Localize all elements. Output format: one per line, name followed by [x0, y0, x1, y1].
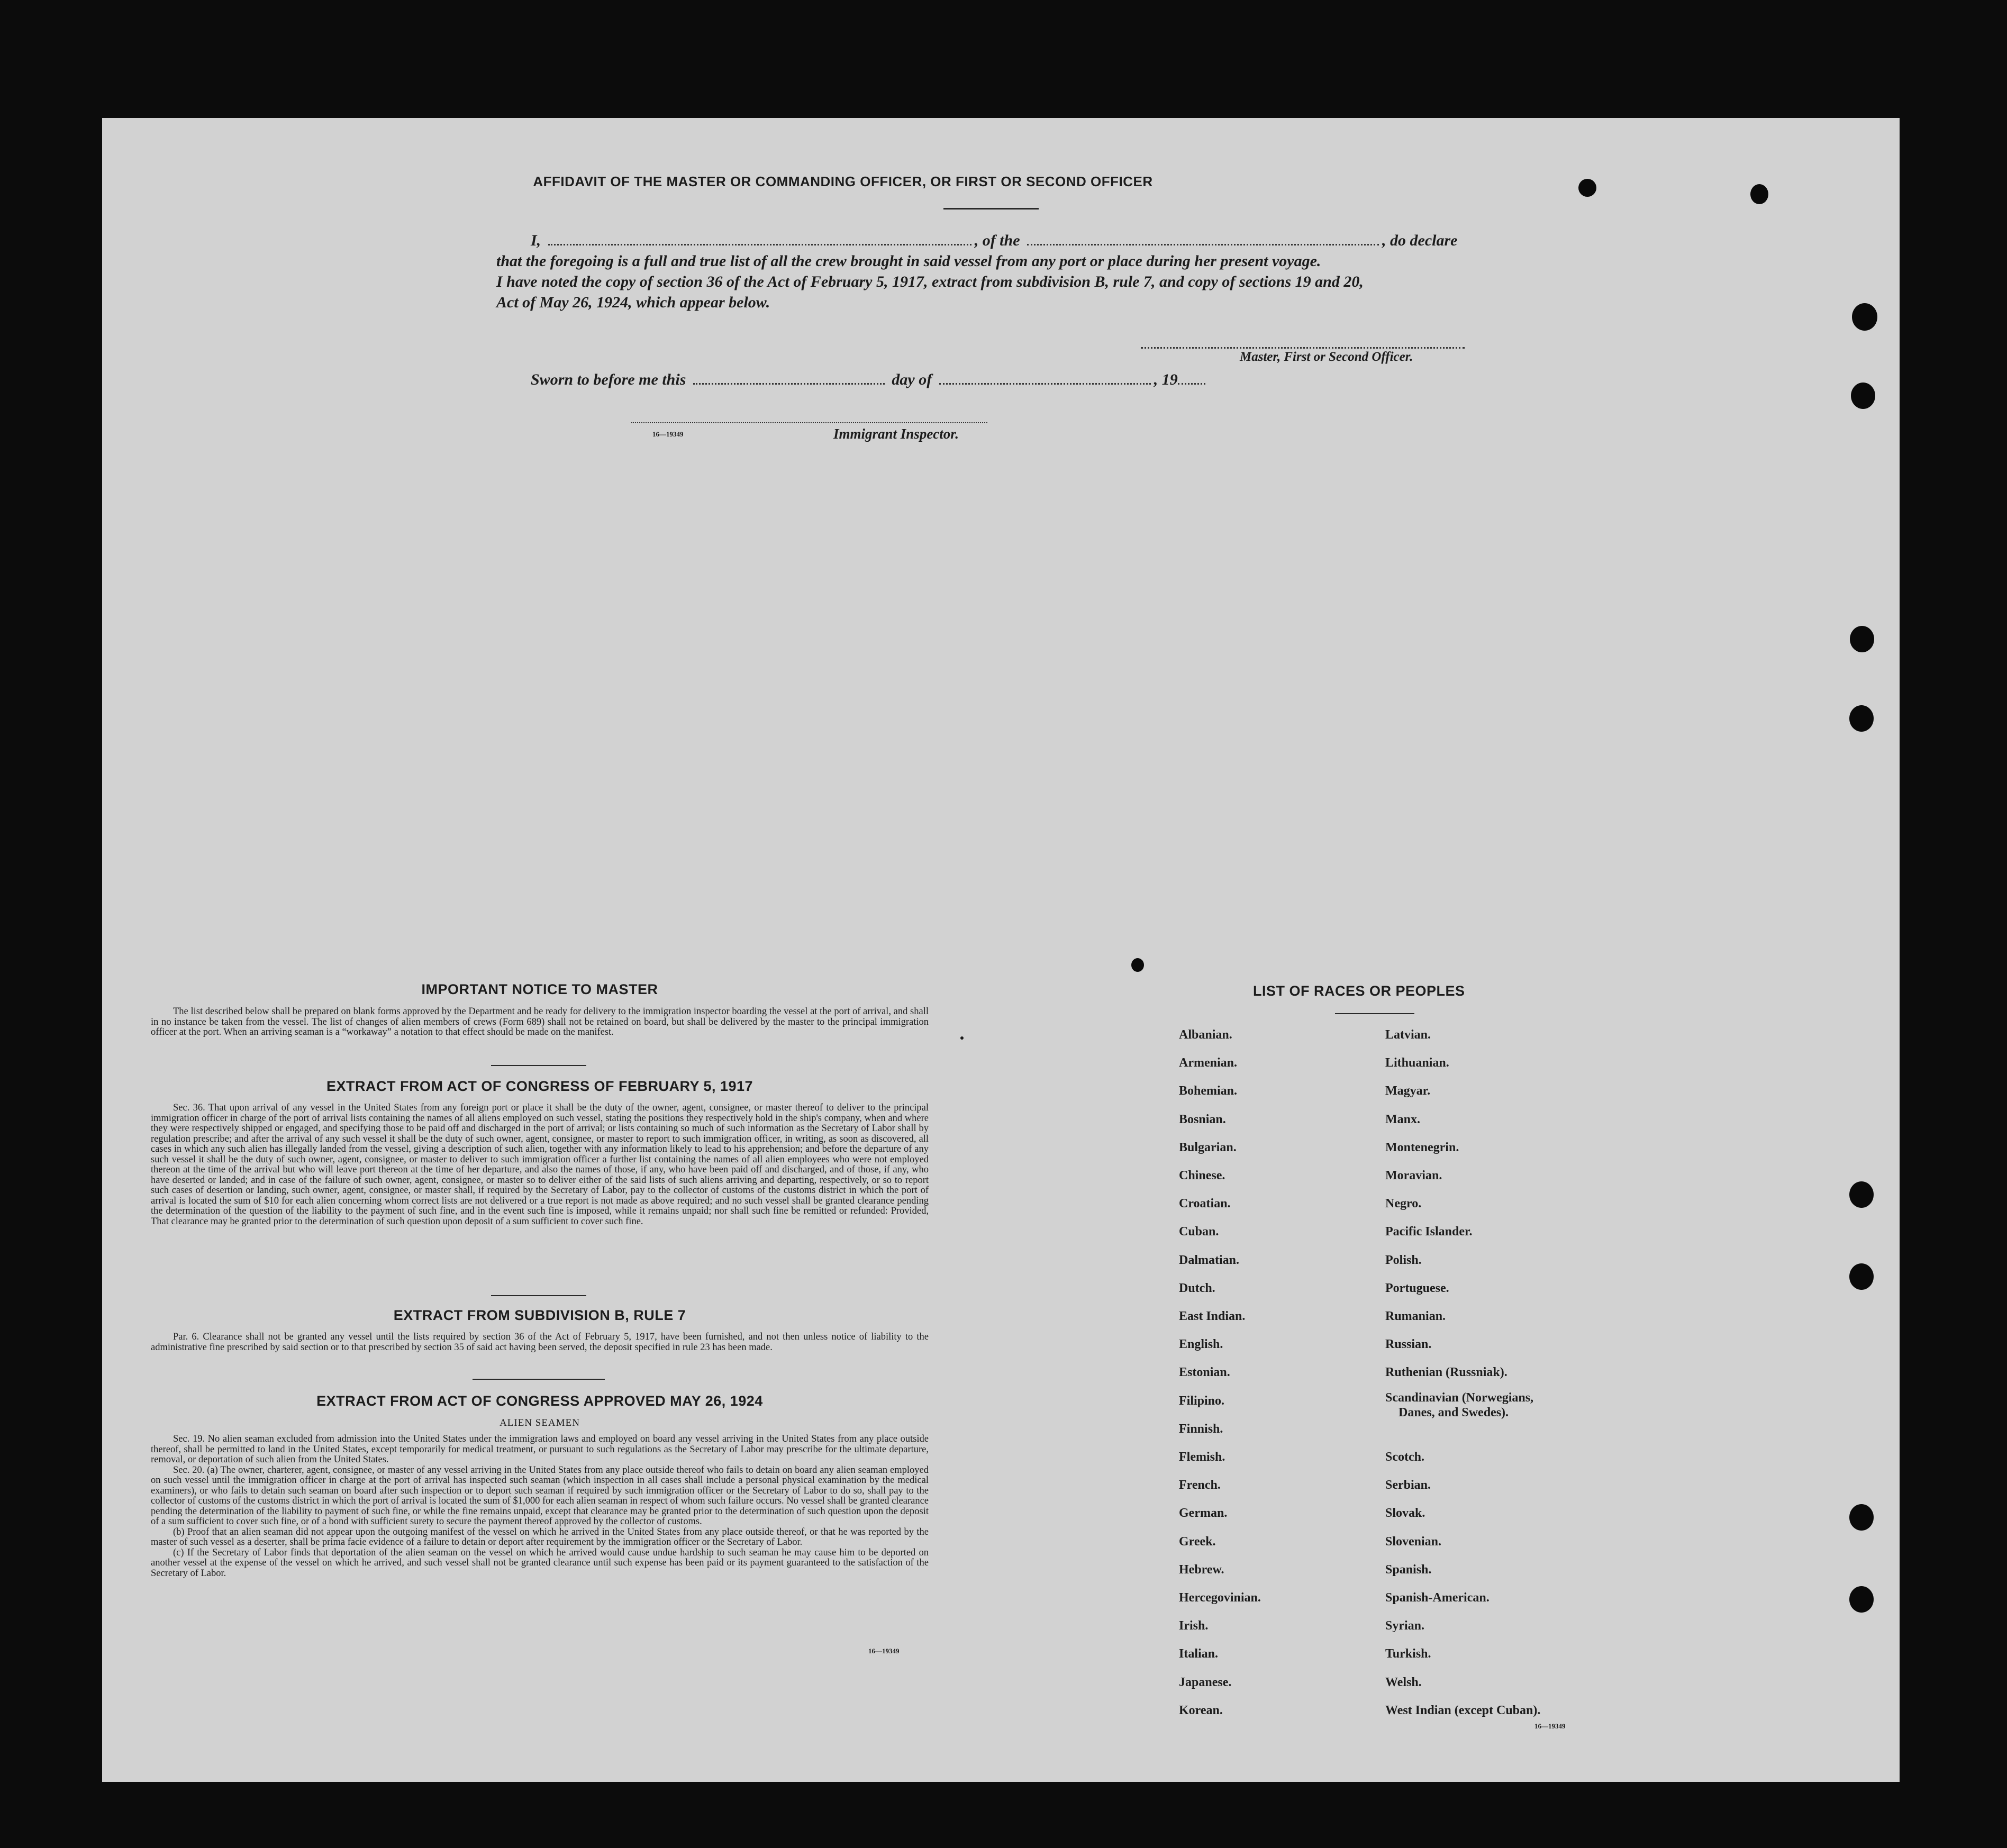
- race-item: Cuban.: [1179, 1225, 1219, 1239]
- binder-hole: [1852, 303, 1877, 331]
- binder-hole: [1849, 1586, 1874, 1613]
- extract-1924-title: EXTRACT FROM ACT OF CONGRESS APPROVED MAY 26, 1924: [316, 1393, 763, 1409]
- vessel-field[interactable]: [1027, 234, 1379, 245]
- race-item: Spanish-American.: [1385, 1591, 1490, 1605]
- race-item: Hercegovinian.: [1179, 1591, 1261, 1605]
- race-item: Portuguese.: [1385, 1281, 1449, 1295]
- race-item: Syrian.: [1385, 1619, 1425, 1633]
- race-item: Japanese.: [1179, 1675, 1232, 1689]
- sworn-year-field[interactable]: [1178, 374, 1205, 385]
- race-item: Magyar.: [1385, 1084, 1431, 1098]
- paper-speck: [960, 1036, 964, 1040]
- race-item: Lithuanian.: [1385, 1056, 1449, 1070]
- race-item: Polish.: [1385, 1253, 1422, 1267]
- race-item: Finnish.: [1179, 1422, 1223, 1436]
- section-rule: [491, 1295, 586, 1296]
- statement-line: Act of May 26, 1924, which appear below.: [496, 294, 770, 311]
- race-item: Spanish.: [1385, 1562, 1432, 1577]
- inspector-label: Immigrant Inspector.: [833, 426, 959, 442]
- race-item: French.: [1179, 1478, 1221, 1492]
- year-prefix: , 19: [1154, 371, 1178, 388]
- race-item: Bulgarian.: [1179, 1140, 1237, 1154]
- sec-20a-text: Sec. 20. (a) The owner, charterer, agent, consignee, or master of any vessel arriving in the United States from any place outside thereof who fails to detain on board any alien seaman employed on such vessel until the immigration officer in charge at the port of arrival has inspected such seaman (which inspection in all cases shall include a personal physical examination by the medical examiners), or who fails to detain such seaman on board after such inspection or to deport such seaman if required by such immigration officer or the Secretary of Labor to do so, shall pay to the collector of customs of the customs district in which the port of arrival is located the sum of $1,000 for each alien seaman in respect of whom such failure occurs. No vessel shall be granted clearance pending the determination of the liability to payment of such fine, or while the fine remains unpaid, except that clearance may be granted prior to the determination of such question upon the deposit of a sum sufficient to cover such fine, or of a bond with sufficient surety to secure the payment thereof approved by the collector of customs.: [151, 1464, 929, 1527]
- race-item: Dalmatian.: [1179, 1253, 1239, 1267]
- extract-rule7-block: [151, 1332, 929, 1353]
- section-rule: [473, 1379, 605, 1380]
- races-title: LIST OF RACES OR PEOPLES: [1253, 983, 1465, 999]
- races-rule: [1335, 1013, 1414, 1014]
- race-item: Danes, and Swedes).: [1398, 1405, 1509, 1419]
- inspector-signature-line[interactable]: [631, 422, 987, 423]
- race-item: Flemish.: [1179, 1450, 1225, 1464]
- statement-line: that the foregoing is a full and true list of all the crew brought in said vessel from any port or place during her present voyage.: [496, 252, 1321, 270]
- extract-1917-block: [151, 1103, 929, 1227]
- extract-1924-block: [151, 1434, 929, 1579]
- form-number: 16—19349: [652, 430, 684, 438]
- extract-1917-text: Sec. 36. That upon arrival of any vessel in the United States from any foreign port or place it shall be the duty of the owner, agent, consignee, or master thereof to deliver to the principal immigration officer in charge of the port of arrival lists containing the names of all aliens employed on such vessel, stating the positions they respectively hold in the ship's company, when and where they were respectively shipped or engaged, and specifying those to be paid off and discharged in the port of arrival; or lists containing so much of such information as the Secretary of Labor shall by regulation prescribe; and after the arrival of any such vessel it shall be the duty of such owner, agent, consignee, or master to report to such immigration officer, in writing, as soon as discovered, all cases in which any such alien has illegally landed from the vessel, giving a description of such alien, together with any information likely to lead to his apprehension; and before the departure of any such vessel it shall be the duty of such owner, agent, consignee, or master to deliver to such immigration officer a further list containing the names of all alien employees who were not employed thereon at the time of the arrival but who will leave port thereon at the time of her departure, and also the names of those, if any, who have been paid off and discharged, and of those, if any, who have deserted or landed; and in case of the failure of such owner, agent, consignee, or master so to deliver either of the said lists of such aliens arriving and departing, respectively, or so to report such cases of desertion or landing, such owner, agent, consignee, or master shall, if required by the Secretary of Labor, pay to the collector of customs of the customs district in which the port of arrival is located the sum of $10 for each alien concerning whom correct lists are not delivered or a true report is not made as above required; and no such vessel shall be granted clearance pending the determination of the question of the liability to the payment of such fine, and in the event such fine is imposed, while it remains unpaid; nor shall such fine be remitted or refunded: Provided, That clearance may be granted prior to the determination of such question upon deposit of a sum sufficient to cover such fine.: [151, 1103, 929, 1227]
- do-declare-label: , do declare: [1382, 232, 1458, 249]
- title-rule: [943, 208, 1039, 210]
- notice-title: IMPORTANT NOTICE TO MASTER: [421, 981, 658, 997]
- race-item: Russian.: [1385, 1337, 1432, 1352]
- race-item: Bosnian.: [1179, 1112, 1226, 1126]
- sworn-label: Sworn to before me this: [531, 371, 686, 388]
- master-signature-label: Master, First or Second Officer.: [1240, 350, 1413, 364]
- sworn-line: [531, 371, 1209, 389]
- master-signature-line[interactable]: [1141, 347, 1465, 349]
- race-item: German.: [1179, 1506, 1228, 1521]
- sec-20c-text: (c) If the Secretary of Labor finds that deportation of the alien seaman on the vessel on which he arrived would cause undue hardship to such seaman he may cause him to be deported on another vessel at the expense of the vessel on which he arrived, and such vessel shall not be granted clearance until such expense has been paid or its payment guaranteed to the satisfaction of the Secretary of Labor.: [151, 1547, 929, 1579]
- race-item: English.: [1179, 1337, 1223, 1352]
- race-item: Manx.: [1385, 1112, 1420, 1126]
- race-item: Scandinavian (Norwegians,: [1385, 1390, 1534, 1405]
- race-item: Latvian.: [1385, 1028, 1431, 1042]
- day-of-label: day of: [892, 371, 932, 388]
- extract-1917-title: EXTRACT FROM ACT OF CONGRESS OF FEBRUARY 5, 1917: [326, 1078, 753, 1094]
- alien-seamen-subtitle: ALIEN SEAMEN: [500, 1417, 580, 1428]
- race-item: Filipino.: [1179, 1394, 1225, 1408]
- extract-rule7-title: EXTRACT FROM SUBDIVISION B, RULE 7: [393, 1307, 686, 1323]
- binder-hole: [1750, 184, 1768, 204]
- race-item: Dutch.: [1179, 1281, 1215, 1295]
- race-item: Italian.: [1179, 1647, 1219, 1661]
- sworn-month-field[interactable]: [939, 374, 1151, 385]
- race-item: Negro.: [1385, 1197, 1422, 1211]
- sec-20b-text: (b) Proof that an alien seaman did not appear upon the outgoing manifest of the vessel on which he arrived in the United States from any place outside thereof, or that he was reported by the master of such vessel as a deserter, shall be prima facie evidence of a failure to detain or deport after requirement by the immigration officer or the Secretary of Labor.: [151, 1526, 929, 1547]
- race-item: Hebrew.: [1179, 1562, 1224, 1577]
- i-label: I,: [531, 232, 541, 249]
- binder-hole: [1849, 1181, 1874, 1208]
- sworn-day-field[interactable]: [693, 374, 885, 385]
- binder-hole: [1851, 383, 1875, 409]
- name-field[interactable]: [548, 234, 971, 245]
- notice-text: The list described below shall be prepared on blank forms approved by the Department and be ready for delivery to the immigration inspector boarding the vessel at the port of arrival, and shall in no instance be taken from the vessel. The list of changes of alien members of crews (Form 689) shall not be retained on board, but shall be delivered by the master to the principal immigration officer at the port. When an arriving seaman is a “workaway” a notation to that effect should be made on the manifest.: [151, 1006, 929, 1037]
- race-item: Moravian.: [1385, 1169, 1442, 1182]
- notice-text-block: [151, 1007, 929, 1038]
- race-item: Albanian.: [1179, 1028, 1232, 1042]
- binder-hole: [1849, 1263, 1874, 1290]
- statement-line: I have noted the copy of section 36 of the Act of February 5, 1917, extract from subdivision B, rule 7, and copy of sections 19 and 20,: [496, 273, 1364, 290]
- race-item: Slovenian.: [1385, 1534, 1442, 1549]
- race-item: Bohemian.: [1179, 1084, 1238, 1098]
- race-item: Estonian.: [1179, 1365, 1230, 1380]
- race-item: Slovak.: [1385, 1506, 1425, 1521]
- form-number: 16—19349: [1534, 1722, 1566, 1730]
- race-item: Croatian.: [1179, 1197, 1231, 1211]
- race-item: Rumanian.: [1385, 1309, 1446, 1323]
- race-item: Scotch.: [1385, 1450, 1424, 1464]
- race-item: Chinese.: [1179, 1169, 1225, 1182]
- section-rule: [491, 1065, 586, 1066]
- of-the-label: , of the: [974, 232, 1020, 249]
- affidavit-statement: [496, 230, 1491, 313]
- race-item: Serbian.: [1385, 1478, 1431, 1492]
- race-item: East Indian.: [1179, 1309, 1246, 1323]
- race-item: Irish.: [1179, 1619, 1209, 1633]
- binder-hole: [1131, 958, 1144, 972]
- race-item: Korean.: [1179, 1703, 1223, 1717]
- binder-hole: [1850, 626, 1874, 652]
- sec-19-text: Sec. 19. No alien seaman excluded from admission into the United States under the immigration laws and employed on board any vessel arriving in the United States from any place outside thereof, shall be permitted to land in the United States, except temporarily for medical treatment, or pursuant to such regulations as the Secretary of Labor may prescribe for the ultimate departure, removal, or deportation of such alien from the United States.: [151, 1434, 929, 1465]
- race-item: West Indian (except Cuban).: [1385, 1703, 1541, 1717]
- binder-hole: [1849, 1504, 1874, 1531]
- race-item: Pacific Islander.: [1385, 1225, 1473, 1239]
- race-item: Armenian.: [1179, 1056, 1237, 1070]
- race-item: Greek.: [1179, 1534, 1216, 1549]
- extract-rule7-text: Par. 6. Clearance shall not be granted any vessel until the lists required by section 36 of the Act of February 5, 1917, have been furnished, and not then unless notice of liability to the administrative fine prescribed by said section or to that prescribed by section 35 of said act having been served, the deposit specified in rule 23 has been made.: [151, 1332, 929, 1353]
- form-number: 16—19349: [868, 1647, 900, 1655]
- race-item: Welsh.: [1385, 1675, 1422, 1689]
- document-sheet: [102, 118, 1900, 1782]
- race-item: Montenegrin.: [1385, 1140, 1459, 1154]
- race-item: Turkish.: [1385, 1647, 1431, 1661]
- binder-hole: [1849, 705, 1874, 732]
- race-item: Ruthenian (Russniak).: [1385, 1365, 1507, 1380]
- affidavit-title: AFFIDAVIT OF THE MASTER OR COMMANDING OFFICER, OR FIRST OR SECOND OFFICER: [533, 174, 1153, 189]
